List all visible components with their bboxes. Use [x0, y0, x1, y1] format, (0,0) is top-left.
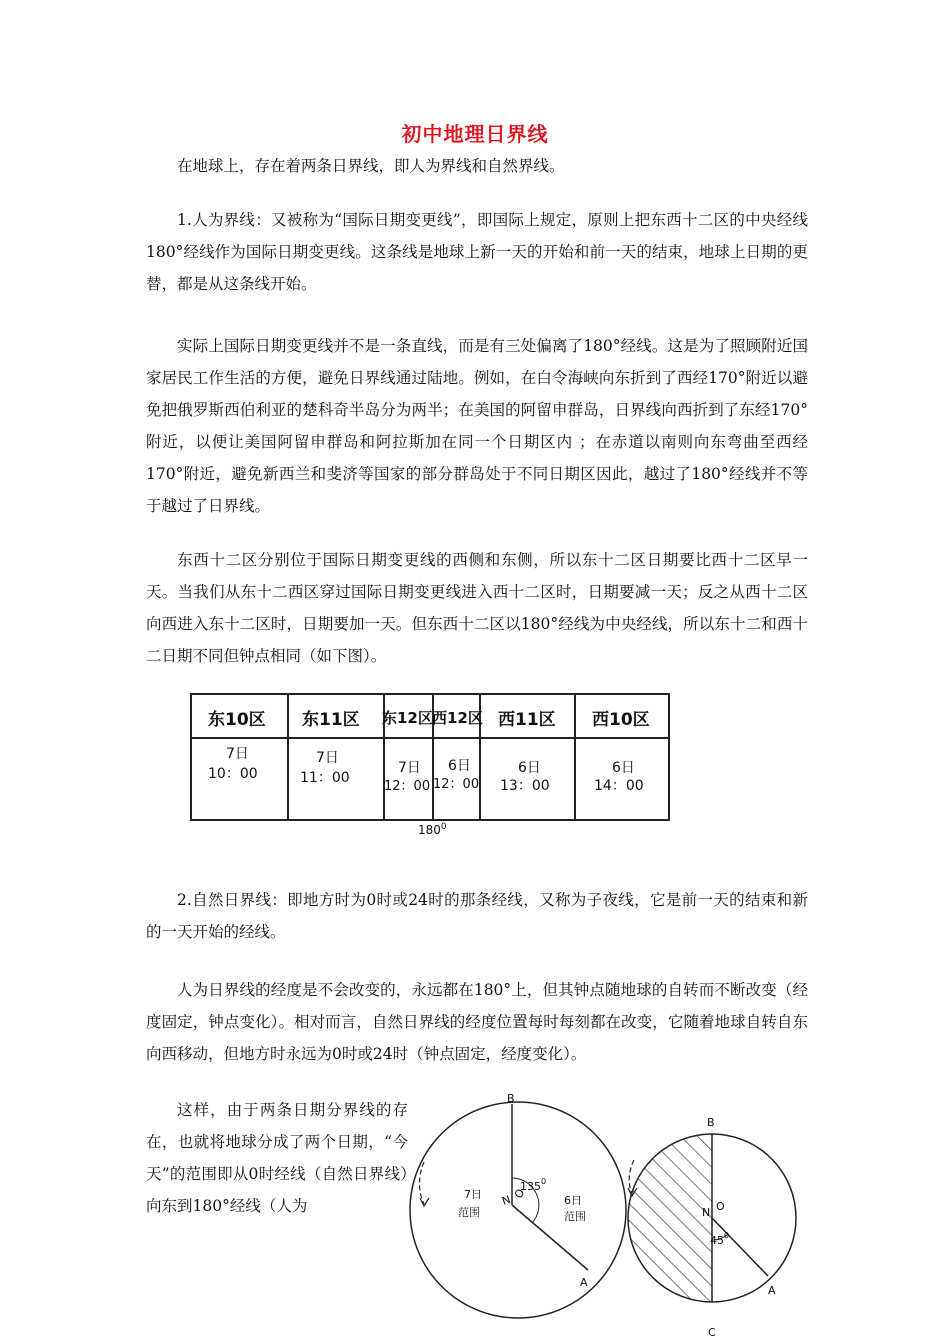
- paragraph-natural-line: 2.自然日界线：即地方时为0时或24时的那条经线，又称为子夜线，它是前一天的结束和新的一天开始的经线。: [146, 891, 808, 941]
- zone-name-w12: 西12区: [432, 709, 483, 727]
- angle-label: $135^0$: [520, 1177, 547, 1193]
- label-o: O: [716, 1200, 725, 1213]
- label-n: N: [702, 1206, 711, 1219]
- right-region-date: 6日: [564, 1194, 582, 1207]
- zone-name-e10: 东10区: [208, 710, 266, 730]
- paragraph-deviation: 实际上国际日期变更线并不是一条直线，而是有三处偏离了180°经线。这是为了照顾附近国家居民工作生活的方便，避免日界线通过陆地。例如，在白令海峡向东折到了西经170°附近以避免把俄罗斯西伯利亚的楚科奇半岛分为两半；在美国的阿留申群岛，日界线向西折到了东经170°附近，以便让美国阿留申群岛和阿拉斯加在同一个日期区内 ；在赤道以南则向东弯曲至西经170°附近，避免新西兰和斐济等国家的部分群岛处于不同日期区因此，越过了180°经线并不等于越过了日界线。: [146, 337, 808, 515]
- label-a: A: [768, 1284, 776, 1297]
- time-zone-table: [190, 693, 670, 821]
- zone-name-w11: 西11区: [498, 710, 556, 730]
- zone-date-e11: 7日: [316, 750, 339, 766]
- label-n: N: [500, 1192, 513, 1208]
- zone-date-w11: 6日: [518, 760, 541, 776]
- rotation-arrowhead-icon: [420, 1198, 429, 1206]
- table-column-divider: [574, 695, 576, 819]
- label-b: B: [507, 1092, 515, 1105]
- earth-diagram-135: [410, 1092, 630, 1332]
- meridian-oa: [712, 1218, 768, 1276]
- label-b: B: [707, 1116, 715, 1129]
- zone-date-e12: 7日: [398, 760, 421, 776]
- zone-time-e12: 12：00: [384, 779, 431, 794]
- paragraph-artificial-line: 1.人为界线：又被称为“国际日期变更线”，即国际上规定，原则上把东西十二区的中央经线180°经线作为国际日期变更线。这条线是地球上新一天的开始和前一天的结束，地球上日期的更替，都是从这条线开始。: [146, 211, 808, 293]
- rotation-arrow-icon: [420, 1162, 425, 1204]
- paragraph-two-dates: 这样，由于两条日期分界线的存在，也就将地球分成了两个日期，“今天”的范围即从0时经线（自然日界线）向东到180°经线（人为: [146, 1101, 408, 1215]
- label-c: C: [708, 1326, 716, 1339]
- left-region-date: 7日: [464, 1188, 482, 1201]
- zone-time-e11: 11：00: [300, 770, 350, 786]
- earth-diagram-45: [622, 1112, 802, 1340]
- zone-time-w12: 12：00: [433, 777, 480, 792]
- zone-time-w10: 14：00: [594, 778, 644, 794]
- zone-name-e12: 东12区: [382, 709, 433, 727]
- angle-label: $45^0$: [710, 1231, 730, 1247]
- intro-paragraph: 在地球上，存在着两条日界线，即人为界线和自然界线。: [177, 157, 565, 175]
- table-header-divider: [192, 737, 668, 739]
- left-region-word: 范围: [458, 1206, 480, 1219]
- right-region-word: 范围: [564, 1210, 586, 1223]
- table-column-divider: [287, 695, 289, 819]
- zone-date-e10: 7日: [226, 746, 249, 762]
- zone-name-w10: 西10区: [592, 710, 650, 730]
- meridian-180-label: $180^0$: [418, 822, 447, 837]
- zone-name-e11: 东11区: [302, 710, 360, 730]
- page-title: 初中地理日界线: [401, 122, 549, 146]
- paragraph-comparison: 人为日界线的经度是不会改变的，永远都在180°上，但其钟点随地球的自转而不断改变（经度固定，钟点变化）。相对而言，自然日界线的经度位置每时每刻都在改变，它随着地球自转自东向西移动，但地方时永远为0时或24时（钟点固定，经度变化）。: [146, 981, 808, 1063]
- label-a: A: [580, 1276, 588, 1289]
- zone-date-w10: 6日: [612, 760, 635, 776]
- label-o: O: [511, 1186, 528, 1201]
- zone-time-e10: 10：00: [208, 766, 258, 782]
- zone-date-w12: 6日: [448, 758, 471, 774]
- zone-time-w11: 13：00: [500, 778, 550, 794]
- paragraph-zones: 东西十二区分别位于国际日期变更线的西侧和东侧，所以东十二区日期要比西十二区早一天。当我们从东十二西区穿过国际日期变更线进入西十二区时，日期要减一天；反之从西十二区向西进入东十二区时，日期要加一天。但东西十二区以180°经线为中央经线，所以东十二和西十二日期不同但钟点相同（如下图）。: [146, 551, 808, 665]
